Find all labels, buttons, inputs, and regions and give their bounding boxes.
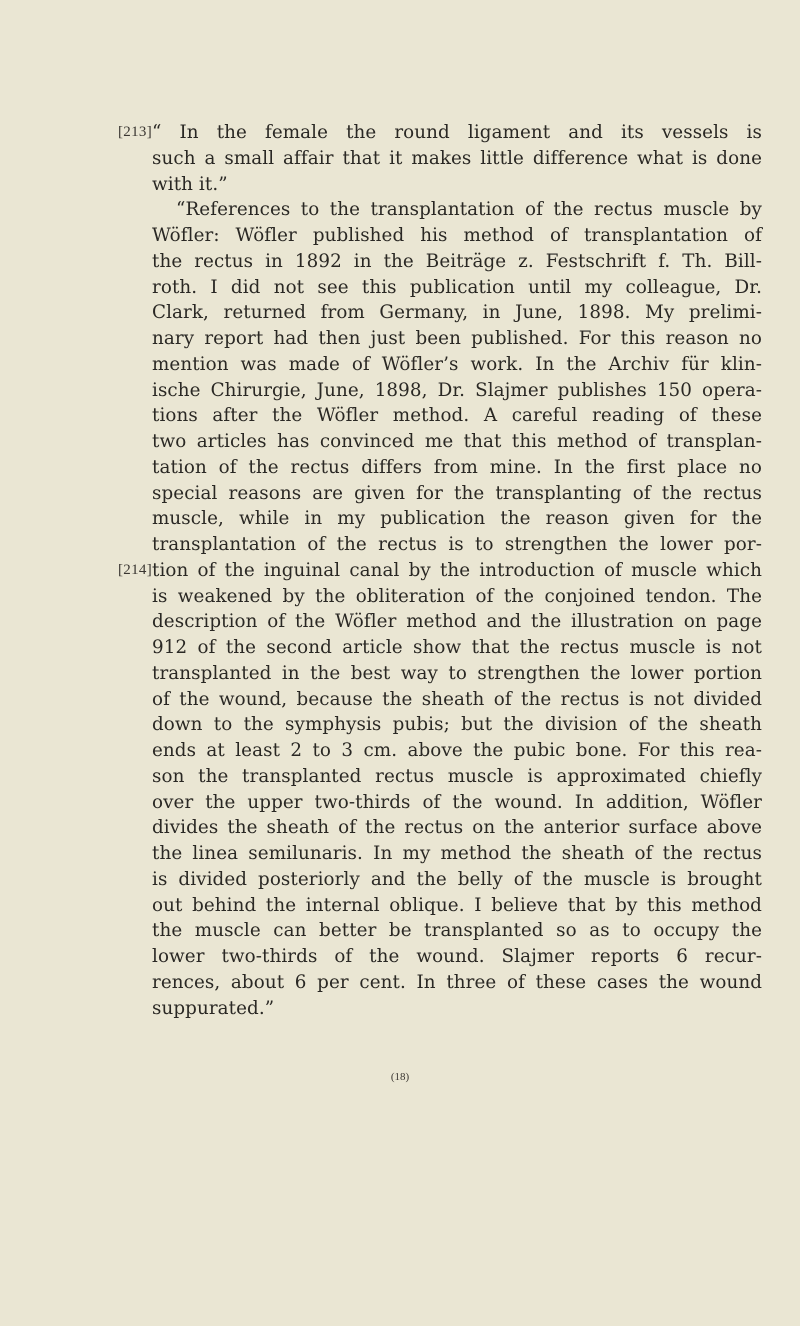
text-line: ische Chirurgie, June, 1898, Dr. Slajmer publishes 150 opera- <box>152 379 762 401</box>
text-line: tation of the rectus differs from mine. In the first place no <box>152 456 762 478</box>
text-line: lower two-thirds of the wound. Slajmer reports 6 recur- <box>152 946 762 967</box>
text-line: tions after the Wöfler method. A careful reading of these <box>152 405 762 427</box>
text-line: “ In the female the round ligament and its vessels is <box>152 122 762 143</box>
page-number: (18) <box>390 1071 410 1083</box>
text-line: is weakened by the obliteration of the conjoined tendon. The <box>152 585 762 607</box>
text-line: the rectus in 1892 in the Beiträge z. Festschrift f. Th. Bill- <box>152 250 762 272</box>
text-line: transplanted in the best way to strengthen the lower portion <box>152 662 762 684</box>
text-line: 912 of the second article show that the rectus muscle is not <box>152 637 762 658</box>
text-line: tion of the inguinal canal by the introduction of muscle which <box>152 559 762 581</box>
text-line: the muscle can better be transplanted so as to occupy the <box>152 920 762 942</box>
text-line: suppurated.” <box>152 997 275 1019</box>
text-line: son the transplanted rectus muscle is approximated chiefly <box>152 765 762 787</box>
text-line: muscle, while in my publication the reason given for the <box>152 508 762 530</box>
text-line: rences, about 6 per cent. In three of these cases the wound <box>152 971 762 993</box>
text-line: mention was made of Wöfler’s work. In the Archiv für klin- <box>152 353 762 375</box>
text-line: is divided posteriorly and the belly of the muscle is brought <box>152 868 762 890</box>
text-line: divides the sheath of the rectus on the anterior surface above <box>152 817 762 839</box>
text-line: of the wound, because the sheath of the rectus is not divided <box>152 688 762 710</box>
text-line: the linea semilunaris. In my method the sheath of the rectus <box>152 843 762 864</box>
text-line: over the upper two-thirds of the wound. In addition, Wöfler <box>152 791 762 813</box>
text-line: nary report had then just been published. For this reason no <box>152 328 762 349</box>
marginal-page-ref-214: [214] <box>118 562 152 578</box>
text-line: roth. I did not see this publication until my colleague, Dr. <box>152 276 762 298</box>
text-line: such a small affair that it makes little difference what is done <box>152 147 762 169</box>
text-line: down to the symphysis pubis; but the division of the sheath <box>152 714 762 736</box>
text-line: two articles has convinced me that this method of transplan- <box>152 431 762 452</box>
text-line: description of the Wöfler method and the illustration on page <box>152 611 762 633</box>
text-line: special reasons are given for the transplanting of the rectus <box>152 482 762 504</box>
marginal-page-ref-213: [213] <box>118 124 152 140</box>
text-line: Wöfler: Wöfler published his method of transplantation of <box>152 225 762 246</box>
text-line: out behind the internal oblique. I believe that by this method <box>152 894 762 916</box>
text-line: with it.” <box>152 173 228 195</box>
text-line: “References to the transplantation of the rectus muscle by <box>176 199 762 221</box>
body-text <box>152 120 762 1021</box>
text-line: Clark, returned from Germany, in June, 1898. My prelimi- <box>152 302 762 324</box>
text-line: transplantation of the rectus is to strengthen the lower por- <box>152 534 762 555</box>
text-line: ends at least 2 to 3 cm. above the pubic bone. For this rea- <box>152 740 762 761</box>
